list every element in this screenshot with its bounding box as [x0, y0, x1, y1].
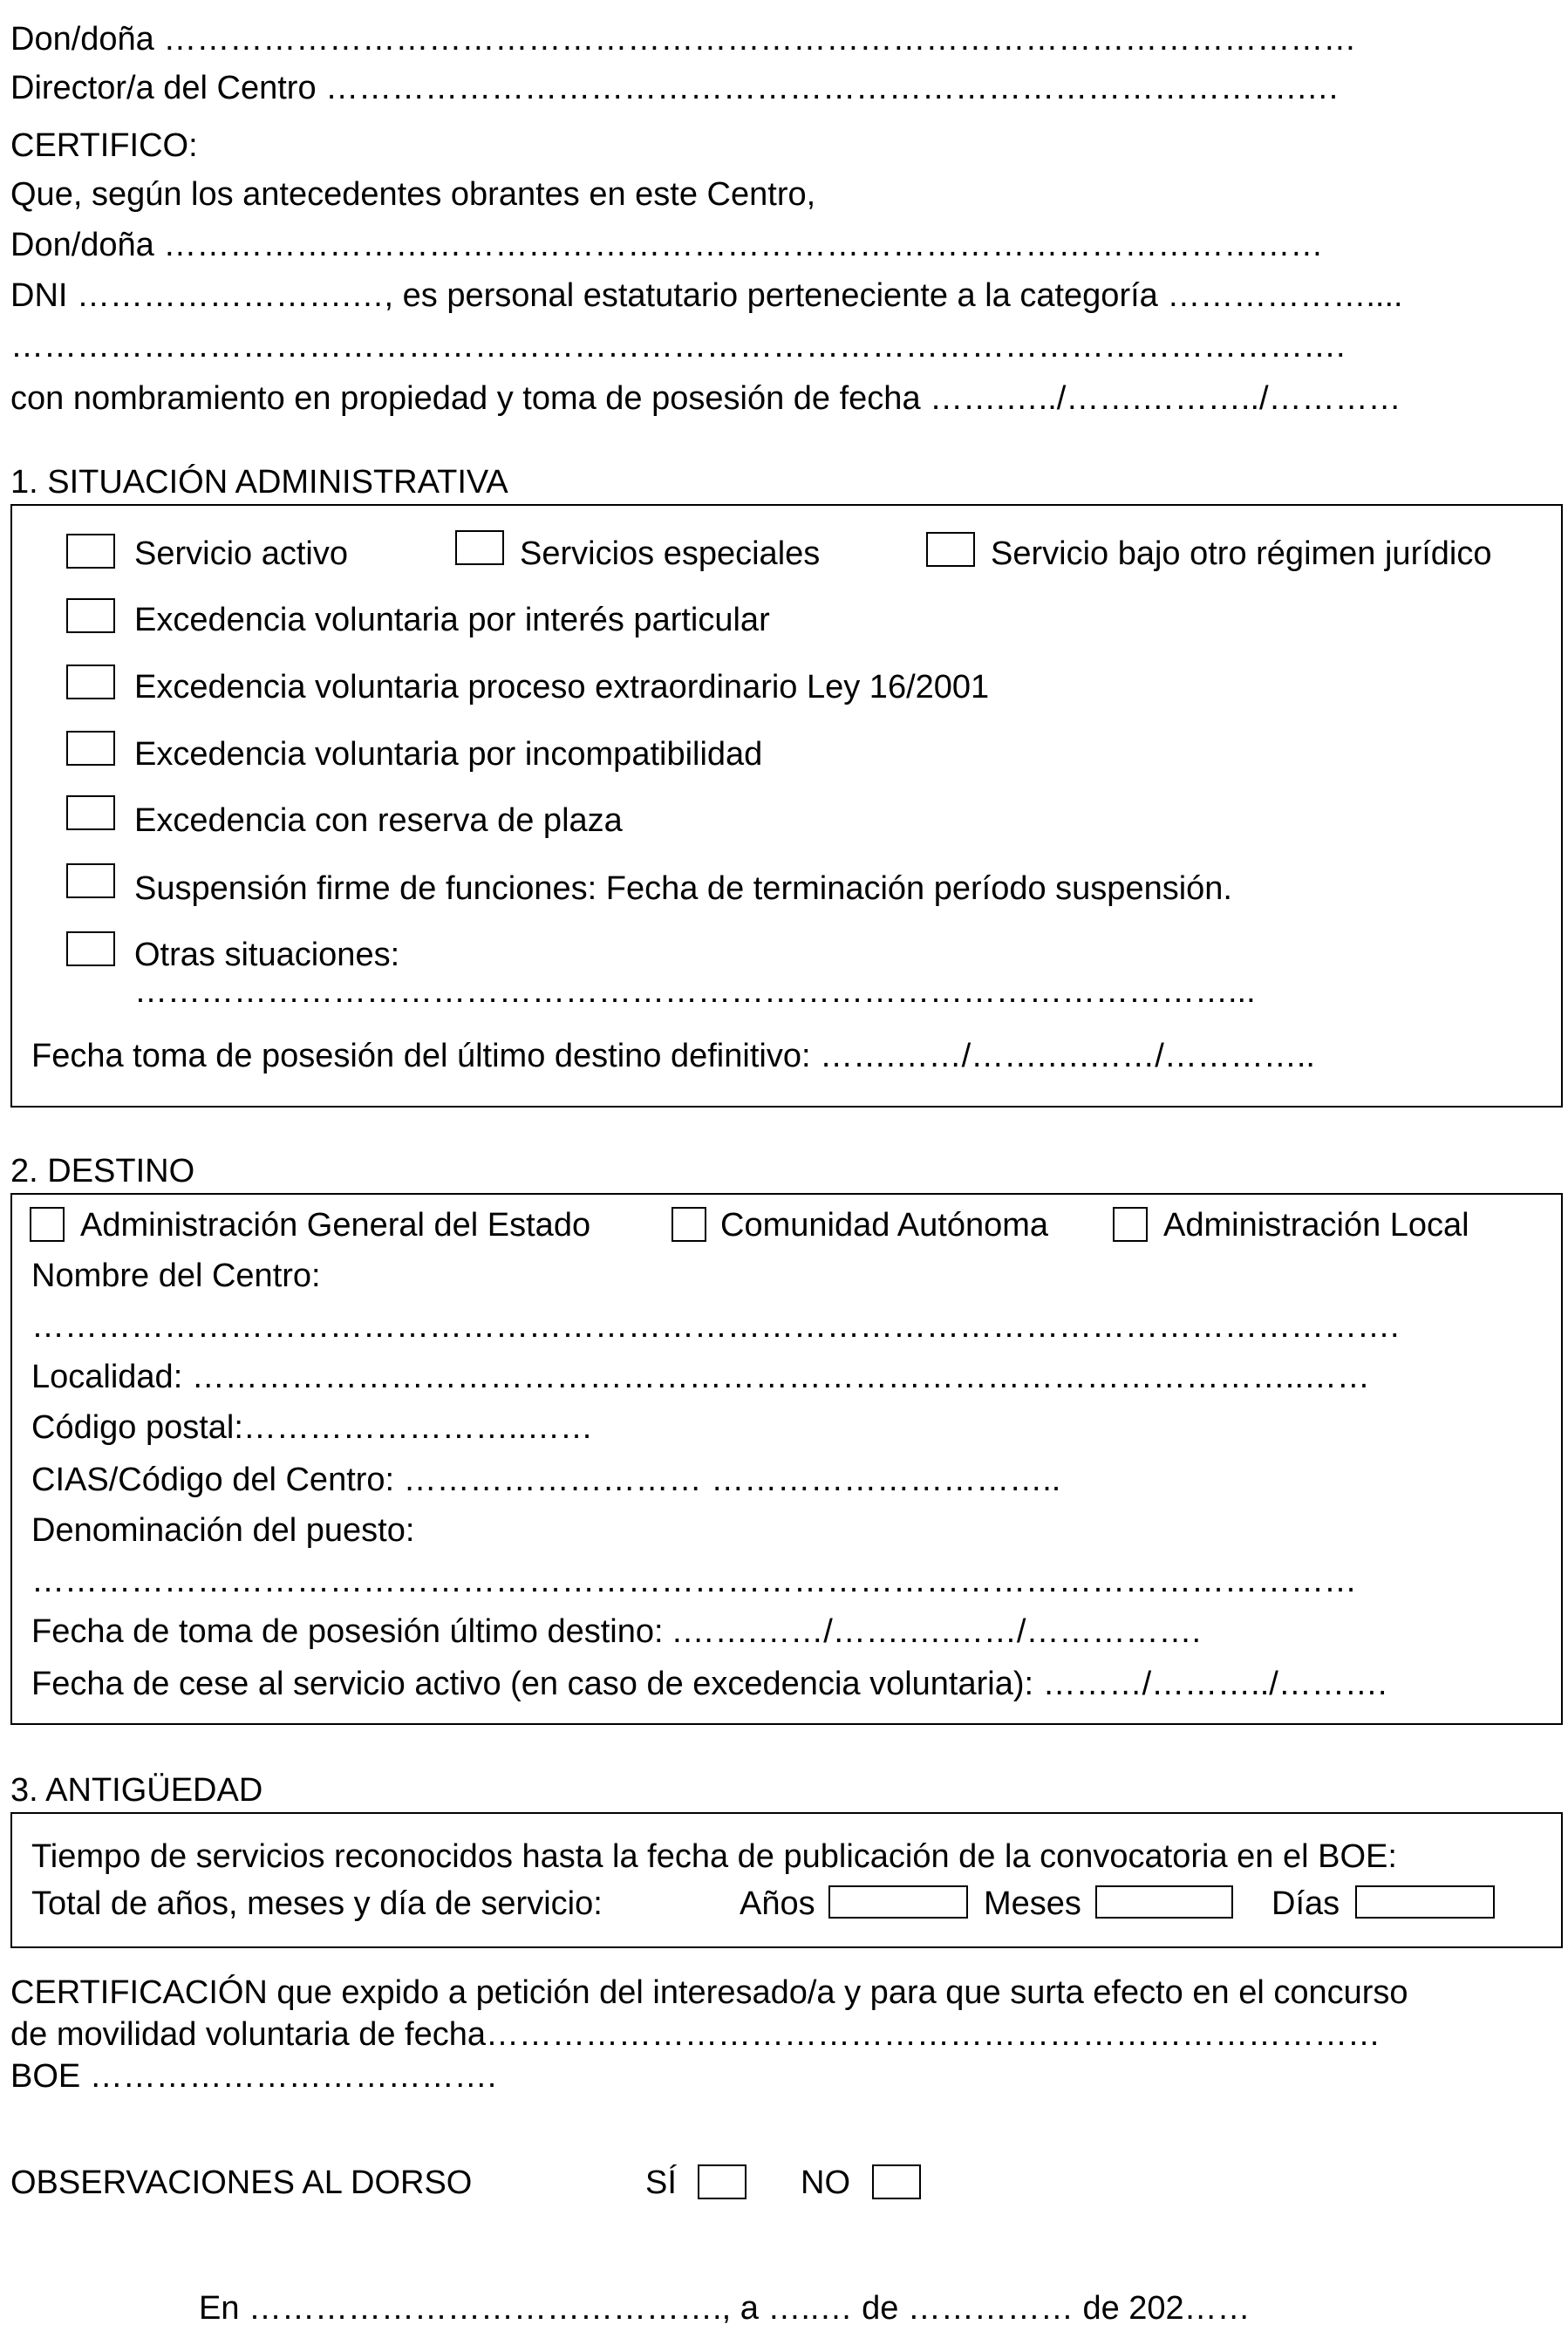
checkbox-ley-16-2001[interactable] [66, 665, 115, 699]
label-comunidad-autonoma: Comunidad Autónoma [720, 1207, 1049, 1244]
nombre-centro-dots: ……………………………………………………………………………………………………………. [31, 1308, 1400, 1345]
footer-lugar-fecha: En ……………………………………., a …..… de …………… de 202…… [199, 2290, 1251, 2327]
fecha-toma-ultimo-destino-definitivo: Fecha toma de posesión del último destino definitivo: …….……/…….….……/………….. [31, 1038, 1315, 1074]
denominacion-dots: ………………………………………………………………………………………………………… [31, 1563, 1357, 1599]
header-line-antecedentes: Que, según los antecedentes obrantes en este Centro, [10, 176, 816, 213]
certificacion-line-1: CERTIFICACIÓN que expido a petición del interesado/a y para que surta efecto en el concurso [10, 1974, 1408, 2011]
fecha-toma-posesion-line: Fecha de toma de posesión último destino: .…….……/…….….……/……………. [31, 1613, 1202, 1650]
checkbox-servicio-activo[interactable] [66, 534, 115, 569]
header-line-dots: …………………………………………………………………………………………………………. [10, 328, 1346, 365]
checkbox-no[interactable] [872, 2164, 921, 2199]
header-line-dni: DNI …………………….…, es personal estatutario perteneciente a la categoría ……………….... [10, 277, 1403, 314]
label-incompatibilidad: Excedencia voluntaria por incompatibilidad [134, 736, 763, 773]
label-servicio-activo: Servicio activo [134, 535, 348, 572]
checkbox-si[interactable] [698, 2164, 747, 2199]
checkbox-otras-situaciones[interactable] [66, 931, 115, 966]
header-line-nombramiento: con nombramiento en propiedad y toma de posesión de fecha …….…../…….………../………… [10, 380, 1401, 417]
section-1-title: 1. SITUACIÓN ADMINISTRATIVA [10, 464, 508, 501]
label-ley-16-2001: Excedencia voluntaria proceso extraordinario Ley 16/2001 [134, 669, 990, 705]
tiempo-servicios-line: Tiempo de servicios reconocidos hasta la fecha de publicación de la convocatoria en el BOE: [31, 1838, 1397, 1875]
checkbox-administracion-general[interactable] [30, 1207, 65, 1242]
section-2-title: 2. DESTINO [10, 1153, 195, 1189]
observaciones-label: OBSERVACIONES AL DORSO [10, 2164, 473, 2201]
certificacion-line-3: BOE ………………………………. [10, 2058, 497, 2095]
header-line-don-2: Don/doña …………………………………………………………………………………………… [10, 227, 1324, 263]
no-label: NO [801, 2164, 850, 2201]
label-servicios-especiales: Servicios especiales [520, 535, 821, 572]
label-suspension: Suspensión firme de funciones: Fecha de terminación período suspensión. [134, 870, 1232, 907]
meses-field[interactable] [1095, 1885, 1233, 1919]
anos-field[interactable] [828, 1885, 968, 1919]
label-otro-regimen: Servicio bajo otro régimen jurídico [991, 535, 1492, 572]
checkbox-interes-particular[interactable] [66, 598, 115, 633]
label-otras-situaciones: Otras situaciones: [134, 937, 400, 973]
checkbox-comunidad-autonoma[interactable] [672, 1207, 706, 1242]
denominacion-label: Denominación del puesto: [31, 1512, 415, 1549]
section-3-title: 3. ANTIGÜEDAD [10, 1772, 263, 1809]
cias-line: CIAS/Código del Centro: ……………………… ………………………….. [31, 1462, 1061, 1498]
checkbox-incompatibilidad[interactable] [66, 731, 115, 766]
localidad-line: Localidad: ………………………………………………………………………………………..…… [31, 1359, 1370, 1395]
nombre-centro-label: Nombre del Centro: [31, 1258, 321, 1294]
header-line-don: Don/doña ……………………………………………………………………………………………… [10, 21, 1357, 58]
section-3-box [10, 1812, 1563, 1948]
dias-label: Días [1271, 1885, 1340, 1922]
certificacion-line-2: de movilidad voluntaria de fecha……………………………………………………………………… [10, 2016, 1381, 2053]
total-servicio-label: Total de años, meses y día de servicio: [31, 1885, 603, 1922]
fecha-cese-line: Fecha de cese al servicio activo (en caso de excedencia voluntaria): ………/………../………. [31, 1666, 1387, 1702]
si-label: SÍ [645, 2164, 677, 2201]
dias-field[interactable] [1355, 1885, 1495, 1919]
meses-label: Meses [984, 1885, 1081, 1922]
header-line-director: Director/a del Centro …………………………………………………………………………….…. [10, 70, 1339, 106]
checkbox-administracion-local[interactable] [1113, 1207, 1148, 1242]
checkbox-otro-regimen[interactable] [926, 532, 975, 567]
label-administracion-general: Administración General del Estado [80, 1207, 591, 1244]
anos-label: Años [740, 1885, 815, 1922]
checkbox-servicios-especiales[interactable] [455, 530, 504, 565]
certifico-heading: CERTIFICO: [10, 127, 198, 164]
label-reserva-plaza: Excedencia con reserva de plaza [134, 802, 623, 839]
label-interes-particular: Excedencia voluntaria por interés particular [134, 602, 770, 638]
codigo-postal-line: Código postal:……………………..…… [31, 1409, 594, 1446]
checkbox-reserva-plaza[interactable] [66, 795, 115, 830]
checkbox-suspension[interactable] [66, 863, 115, 898]
otras-situaciones-dots: ………………………………………………………………………………………... [134, 973, 1256, 1010]
label-administracion-local: Administración Local [1163, 1207, 1469, 1244]
